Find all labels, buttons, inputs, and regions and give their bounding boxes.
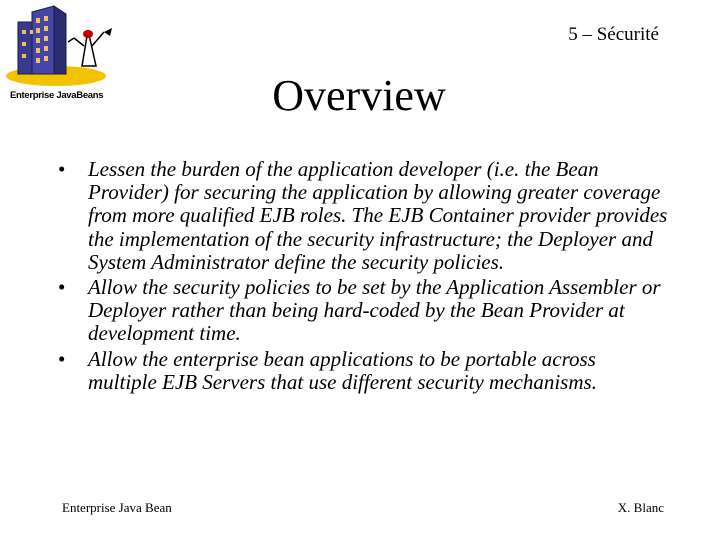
bullet-item [58,348,668,394]
slide-title-text: Overview [272,71,446,120]
logo-text: Enterprise JavaBeans [10,90,104,101]
bullet-text: Lessen the burden of the application developer (i.e. the Bean Provider) for securing the application by allowing greater coverage from more qualified EJB roles. The EJB Container provider provides the implementation of the security infrastructure; the Deployer and System Administrator define the security policies. [88,157,668,274]
bullet-item [58,276,668,346]
slide-title [0,70,720,122]
chapter-label: 5 – Sécurité [568,24,659,45]
bullet-dot-icon: • [58,157,66,181]
footer-author: X. Blanc [617,500,664,515]
bullet-item [58,158,668,274]
bullet-text: Allow the enterprise bean applications to be portable across multiple EJB Servers that use different security mechanisms. [88,346,597,394]
bullet-dot-icon: • [58,346,66,371]
bullet-text: Allow the security policies to be set by the Application Assembler or Deployer rather than being hard-coded by the Bean Provider at development time. [88,275,661,346]
bullet-list [58,158,668,396]
footer-course: Enterprise Java Bean [62,500,172,515]
bullet-dot-icon: • [58,275,66,300]
